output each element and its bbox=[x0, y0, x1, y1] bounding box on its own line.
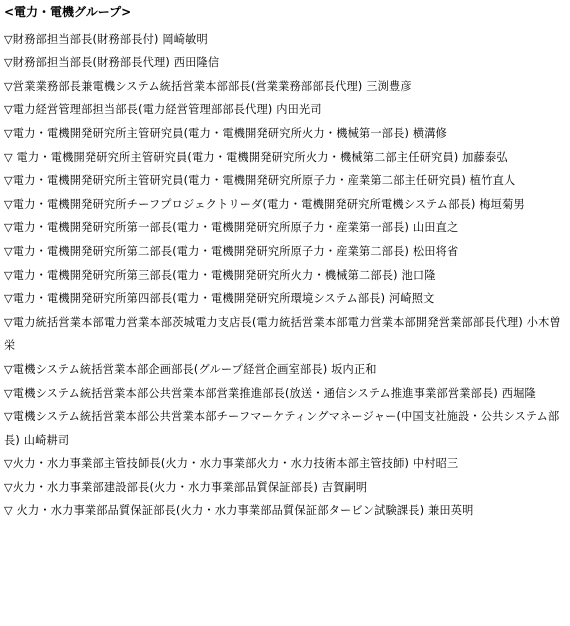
personnel-list bbox=[4, 4, 566, 523]
list-item: ▽電力・電機開発研究所第四部長(電力・電機開発研究所環境システム部長) 河崎照文 bbox=[4, 292, 435, 306]
list-item: ▽電力・電機開発研究所第二部長(電力・電機開発研究所原子力・産業第二部長) 松田将省 bbox=[4, 244, 459, 258]
group-heading: <電力・電機グループ> bbox=[4, 5, 132, 19]
list-item: ▽電機システム統括営業本部公共営業本部営業推進部長(放送・通信システム推進事業部営業部長) 西堀隆 bbox=[4, 386, 536, 400]
list-item: ▽財務部担当部長(財務部長付) 岡崎敏明 bbox=[4, 32, 208, 46]
list-item: ▽電力経営管理部担当部長(電力経営管理部部長代理) 内田光司 bbox=[4, 103, 322, 117]
list-item: ▽電力・電機開発研究所第三部長(電力・電機開発研究所火力・機械第二部長) 池口隆 bbox=[4, 268, 436, 282]
list-item: ▽財務部担当部長(財務部長代理) 西田隆信 bbox=[4, 56, 220, 70]
list-item: ▽電力・電機開発研究所第一部長(電力・電機開発研究所原子力・産業第一部長) 山田直之 bbox=[4, 221, 459, 235]
list-item: ▽電力・電機開発研究所チーフプロジェクトリーダ(電力・電機開発研究所電機システム部長) 梅垣菊男 bbox=[4, 197, 525, 211]
list-item: ▽電力・電機開発研究所主管研究員(電力・電機開発研究所火力・機械第一部長) 横溝修 bbox=[4, 126, 448, 140]
list-item: ▽ 電力・電機開発研究所主管研究員(電力・電機開発研究所火力・機械第二部主任研究員) 加藤泰弘 bbox=[4, 150, 508, 164]
list-item: ▽ 火力・水力事業部品質保証部長(火力・水力事業部品質保証部タービン試験課長) 兼田英明 bbox=[4, 504, 474, 518]
list-item: ▽火力・水力事業部主管技師長(火力・水力事業部火力・水力技術本部主管技師) 中村昭三 bbox=[4, 457, 459, 471]
list-item: ▽電力・電機開発研究所主管研究員(電力・電機開発研究所原子力・産業第二部主任研究員) 植竹直人 bbox=[4, 174, 516, 188]
list-item: ▽電力統括営業本部電力営業本部茨城電力支店長(電力統括営業本部電力営業本部開発営業部部長代理) 小木曽栄 bbox=[4, 315, 561, 353]
list-item: ▽営業業務部長兼電機システム統括営業本部部長(営業業務部部長代理) 三渕豊彦 bbox=[4, 79, 412, 93]
list-item: ▽電機システム統括営業本部公共営業本部チーフマーケティングマネージャー(中国支社施設・公共システム部長) 山崎耕司 bbox=[4, 410, 560, 447]
list-item: ▽火力・水力事業部建設部長(火力・水力事業部品質保証部長) 吉賀嗣明 bbox=[4, 480, 368, 494]
list-item: ▽電機システム統括営業本部企画部長(グループ経営企画室部長) 坂内正和 bbox=[4, 362, 377, 376]
